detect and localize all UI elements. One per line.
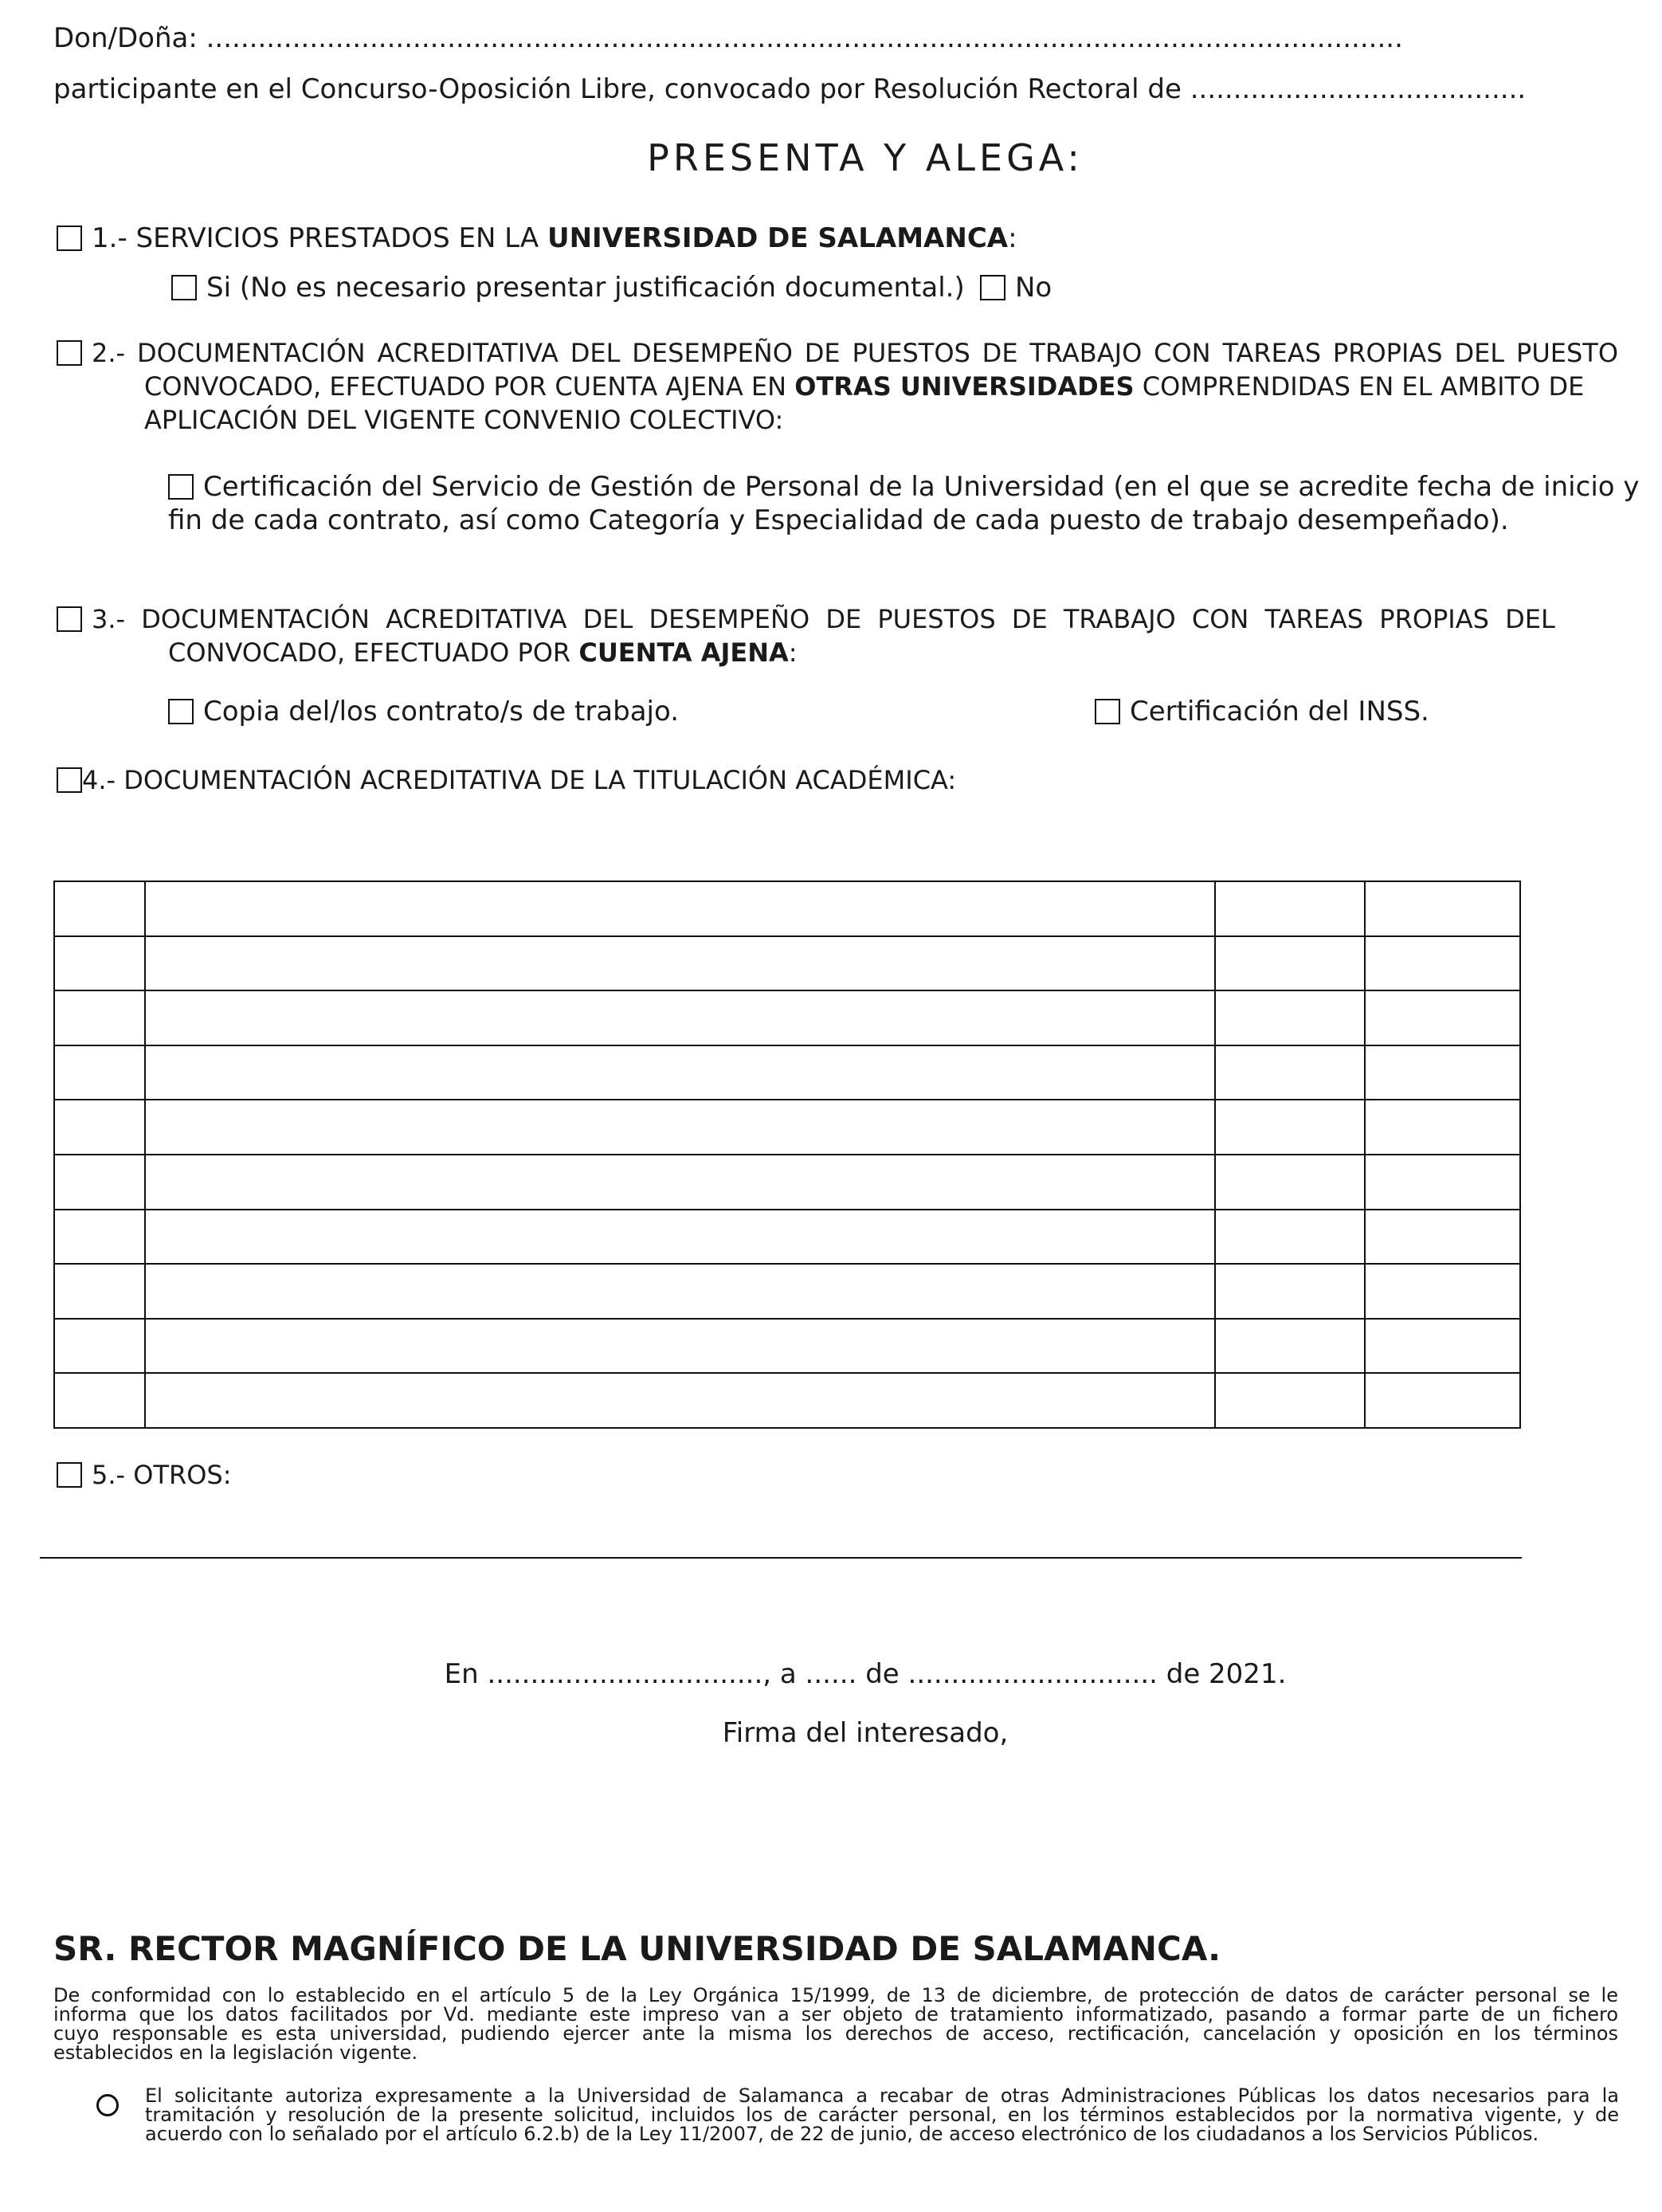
otros-line[interactable] [40, 1557, 1522, 1559]
section-2-cert [168, 470, 1640, 504]
table-row [54, 1319, 1520, 1374]
section-4-label: 4.- DOCUMENTACIÓN ACREDITATIVA DE LA TITULACIÓN ACADÉMICA: [82, 765, 957, 795]
privacy-line-3: cuyo responsable es esta universidad, pudiendo ejercer ante la misma los derechos de acceso, rectificación, cancelación y oposición en los términos [53, 2022, 1618, 2045]
table-cell[interactable] [145, 1100, 1216, 1155]
copia-contrato-checkbox[interactable] [168, 699, 194, 724]
participant-line [53, 73, 1583, 106]
participant-text: participante en el Concurso-Oposición Libre, convocado por Resolución Rectoral de [53, 73, 1182, 105]
section-2-checkbox[interactable] [57, 340, 82, 366]
inss-label: Certificación del INSS. [1130, 696, 1429, 728]
authorization-line-3: acuerdo con lo señalado por el artículo 6.2.b) de la Ley 11/2007, de 22 de junio, de acceso electrónico de los ciudadanos a los Servicios Públicos. [145, 2123, 1539, 2145]
table-cell[interactable] [1215, 1373, 1365, 1428]
don-line [53, 22, 1567, 55]
table-cell[interactable] [1365, 1045, 1520, 1100]
section-4 [57, 763, 956, 797]
section-3-line2 [168, 636, 798, 669]
section-1-label-post: : [1008, 222, 1017, 254]
table-cell[interactable] [1365, 881, 1520, 936]
section-3-line1: 3.- DOCUMENTACIÓN ACREDITATIVA DEL DESEMPEÑO DE PUESTOS DE TRABAJO CON TAREAS PROPIAS DEL [92, 604, 1555, 634]
section-3 [57, 602, 1618, 636]
authorization-line-1: El solicitante autoriza expresamente a la Universidad de Salamanca a recabar de otras Administraciones Públicas los datos necesarios para la [145, 2085, 1619, 2107]
table-cell[interactable] [145, 1045, 1216, 1100]
section-5-label: 5.- OTROS: [92, 1460, 232, 1490]
table-cell[interactable] [54, 881, 145, 936]
table-cell[interactable] [1215, 1100, 1365, 1155]
don-field[interactable]: ........................................................................................................................................... [206, 22, 1403, 54]
resolution-date-field[interactable]: ....................................... [1190, 73, 1527, 105]
authorization-radio[interactable] [96, 2094, 119, 2116]
authorization-text [145, 2086, 1619, 2143]
table-cell[interactable] [1365, 1264, 1520, 1319]
section-4-checkbox[interactable] [57, 767, 82, 793]
section-3-line2-pre: CONVOCADO, EFECTUADO POR [168, 637, 579, 668]
table-row [54, 1045, 1520, 1100]
table-cell[interactable] [54, 1264, 145, 1319]
table-cell[interactable] [54, 1319, 145, 1374]
table-cell[interactable] [1365, 1319, 1520, 1374]
section-2-line2 [144, 370, 1618, 403]
table-cell[interactable] [1215, 1319, 1365, 1374]
table-row [54, 1210, 1520, 1265]
table-cell[interactable] [54, 1155, 145, 1210]
table-cell[interactable] [145, 1319, 1216, 1374]
table-cell[interactable] [145, 1373, 1216, 1428]
table-cell[interactable] [145, 990, 1216, 1045]
table-cell[interactable] [1215, 1264, 1365, 1319]
table-cell[interactable] [54, 1373, 145, 1428]
table-cell[interactable] [1365, 1155, 1520, 1210]
table-cell[interactable] [145, 1210, 1216, 1265]
table-cell[interactable] [1365, 1210, 1520, 1265]
privacy-line-4: establecidos en la legislación vigente. [53, 2041, 418, 2064]
page-title: PRESENTA Y ALEGA: [647, 136, 1084, 179]
table-row [54, 881, 1520, 936]
section-1-option-no [980, 271, 1052, 304]
table-cell[interactable] [1215, 1045, 1365, 1100]
table-cell[interactable] [145, 936, 1216, 991]
firma-label: Firma del interesado, [722, 1717, 1009, 1749]
section-1-label-bold: UNIVERSIDAD DE SALAMANCA [547, 222, 1009, 254]
table-cell[interactable] [54, 1210, 145, 1265]
section-2-line1: 2.- DOCUMENTACIÓN ACREDITATIVA DEL DESEMPEÑO DE PUESTOS DE TRABAJO CON TAREAS PROPIAS DEL PUESTO [92, 338, 1618, 368]
section-3-option-copia [168, 695, 679, 728]
table-cell[interactable] [54, 990, 145, 1045]
inss-checkbox[interactable] [1095, 699, 1120, 724]
authorization-line-2: tramitación y resolución de la presente solicitud, incluidos los de carácter personal, en los términos establecidos por la normativa vigente, y de [145, 2104, 1619, 2126]
cert-universidad-checkbox[interactable] [168, 474, 194, 500]
section-1-checkbox[interactable] [57, 226, 82, 251]
table-row [54, 1264, 1520, 1319]
table-cell[interactable] [1215, 990, 1365, 1045]
section-1-label-pre: 1.- SERVICIOS PRESTADOS EN LA [92, 222, 547, 254]
table-cell[interactable] [1365, 1100, 1520, 1155]
section-3-option-inss [1095, 695, 1429, 728]
section-3-line2-post: : [788, 637, 798, 668]
no-checkbox[interactable] [980, 275, 1005, 300]
table-cell[interactable] [54, 1045, 145, 1100]
table-row [54, 1155, 1520, 1210]
table-cell[interactable] [1365, 936, 1520, 991]
privacy-notice [53, 1986, 1618, 2062]
privacy-line-2: informa que los datos facilitados por Vd. mediante este impreso van a ser objeto de tratamiento informatizado, pasando a formar parte de un fichero [53, 2003, 1618, 2026]
section-2-line3: APLICACIÓN DEL VIGENTE CONVENIO COLECTIVO: [144, 405, 784, 435]
table-cell[interactable] [1215, 1155, 1365, 1210]
table-cell[interactable] [145, 1264, 1216, 1319]
don-label: Don/Doña: [53, 22, 198, 54]
table-row [54, 990, 1520, 1045]
si-checkbox[interactable] [171, 275, 197, 300]
section-2 [57, 336, 1618, 370]
table-cell[interactable] [1365, 1373, 1520, 1428]
table-cell[interactable] [145, 881, 1216, 936]
table-row [54, 1373, 1520, 1428]
table-cell[interactable] [1215, 936, 1365, 991]
table-cell[interactable] [1215, 881, 1365, 936]
table-cell[interactable] [54, 936, 145, 991]
section-2-line2-pre: CONVOCADO, EFECTUADO POR CUENTA AJENA EN [144, 371, 795, 402]
table-cell[interactable] [1365, 990, 1520, 1045]
section-2-line2-bold: OTRAS UNIVERSIDADES [794, 371, 1135, 402]
section-1 [57, 222, 1017, 255]
copia-contrato-label: Copia del/los contrato/s de trabajo. [203, 696, 680, 728]
section-2-line2-post: COMPRENDIDAS EN EL AMBITO DE [1134, 371, 1585, 402]
cert-line1: Certificación del Servicio de Gestión de Personal de la Universidad (en el que se acredite fecha de inicio y [203, 471, 1640, 503]
table-cell[interactable] [54, 1100, 145, 1155]
table-row [54, 1100, 1520, 1155]
section-5 [57, 1458, 232, 1492]
no-label: No [1015, 272, 1052, 304]
section-3-checkbox[interactable] [57, 606, 82, 632]
si-label: Si (No es necesario presentar justificación documental.) [206, 272, 965, 304]
date-line[interactable]: En ................................, a ...... de ............................. de 2021. [444, 1658, 1287, 1690]
table-cell[interactable] [1215, 1210, 1365, 1265]
section-2-cert-line2: fin de cada contrato, así como Categoría y Especialidad de cada puesto de trabajo desempeñado). [168, 504, 1509, 536]
section-1-option-si [171, 271, 965, 304]
section-5-checkbox[interactable] [57, 1462, 82, 1488]
titulacion-table [53, 880, 1521, 1429]
addressee-heading: SR. RECTOR MAGNÍFICO DE LA UNIVERSIDAD DE SALAMANCA. [53, 1929, 1221, 1968]
table-row [54, 936, 1520, 991]
table-cell[interactable] [145, 1155, 1216, 1210]
privacy-line-1: De conformidad con lo establecido en el artículo 5 de la Ley Orgánica 15/1999, de 13 de diciembre, de protección de datos de carácter personal se le [53, 1984, 1618, 2006]
section-3-line2-bold: CUENTA AJENA [578, 637, 789, 668]
